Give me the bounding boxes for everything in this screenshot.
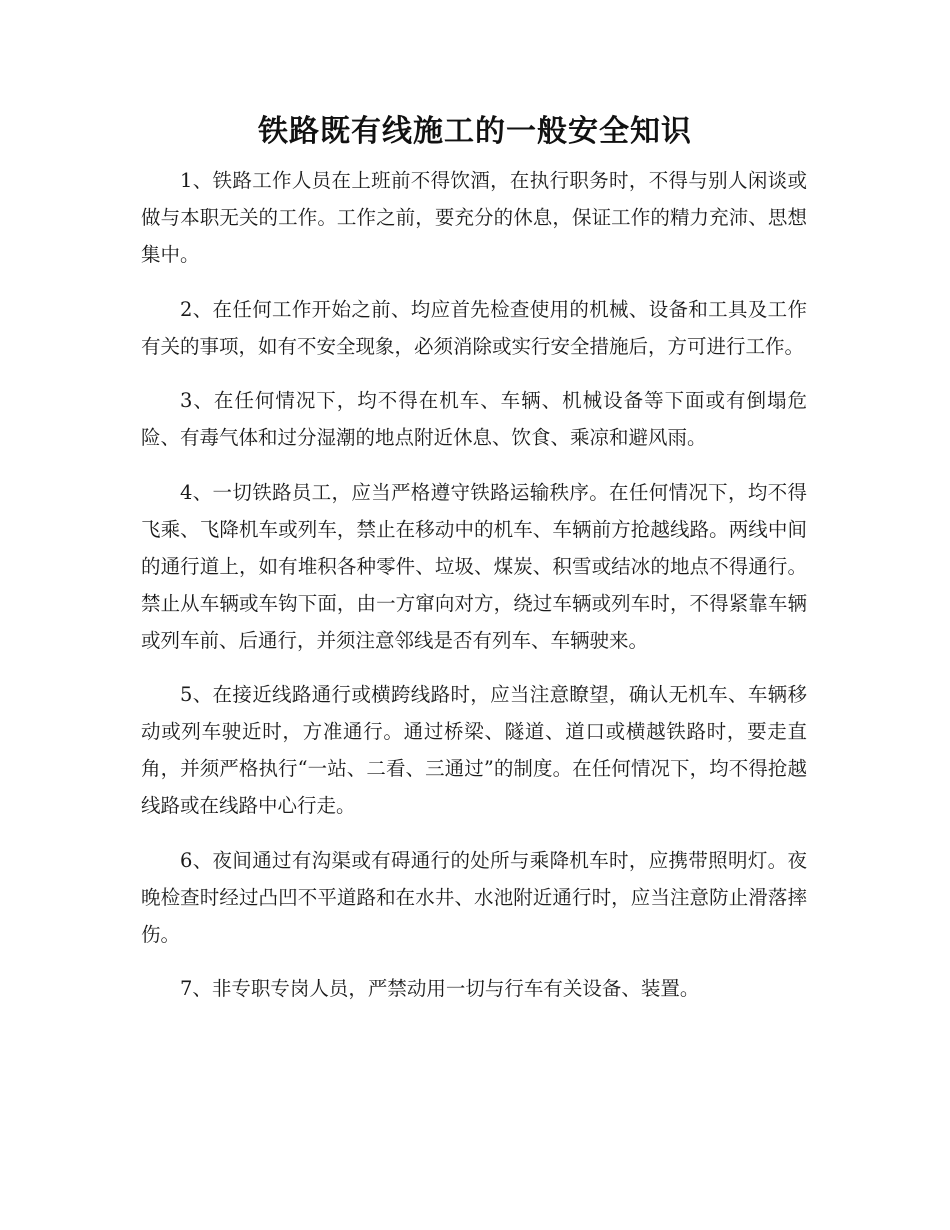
paragraph-3: 3、在任何情况下，均不得在机车、车辆、机械设备等下面或有倒塌危险、有毒气体和过分湿潮的地点附近休息、饮食、乘凉和避风雨。 bbox=[141, 389, 807, 449]
document-body bbox=[141, 162, 807, 1025]
paragraph-6: 6、夜间通过有沟渠或有碍通行的处所与乘降机车时，应携带照明灯。夜晚检查时经过凸凹不平道路和在水井、水池附近通行时，应当注意防止滑落摔伤。 bbox=[141, 848, 807, 946]
document-title: 铁路既有线施工的一般安全知识 bbox=[258, 114, 692, 149]
paragraph-4: 4、一切铁路员工，应当严格遵守铁路运输秩序。在任何情况下，均不得飞乘、飞降机车或列车，禁止在移动中的机车、车辆前方抢越线路。两线中间的通行道上，如有堆积各种零件、垃圾、煤炭、积雪或结冰的地点不得通行。禁止从车辆或车钩下面，由一方窜向对方，绕过车辆或列车时，不得紧靠车辆或列车前、后通行，并须注意邻线是否有列车、车辆驶来。 bbox=[141, 480, 807, 652]
paragraph-1: 1、铁路工作人员在上班前不得饮酒，在执行职务时，不得与别人闲谈或做与本职无关的工作。工作之前，要充分的休息，保证工作的精力充沛、思想集中。 bbox=[141, 169, 807, 266]
paragraph-2: 2、在任何工作开始之前、均应首先检查使用的机械、设备和工具及工作有关的事项，如有不安全现象，必须消除或实行安全措施后，方可进行工作。 bbox=[141, 297, 807, 358]
paragraph-7: 7、非专职专岗人员，严禁动用一切与行车有关设备、装置。 bbox=[180, 977, 700, 1000]
paragraph-5: 5、在接近线路通行或横跨线路时，应当注意瞭望，确认无机车、车辆移动或列车驶近时，方准通行。通过桥梁、隧道、道口或横越铁路时，要走直角，并须严格执行“一站、二看、三通过”的制度。在任何情况下，均不得抢越线路或在线路中心行走。 bbox=[141, 683, 807, 817]
